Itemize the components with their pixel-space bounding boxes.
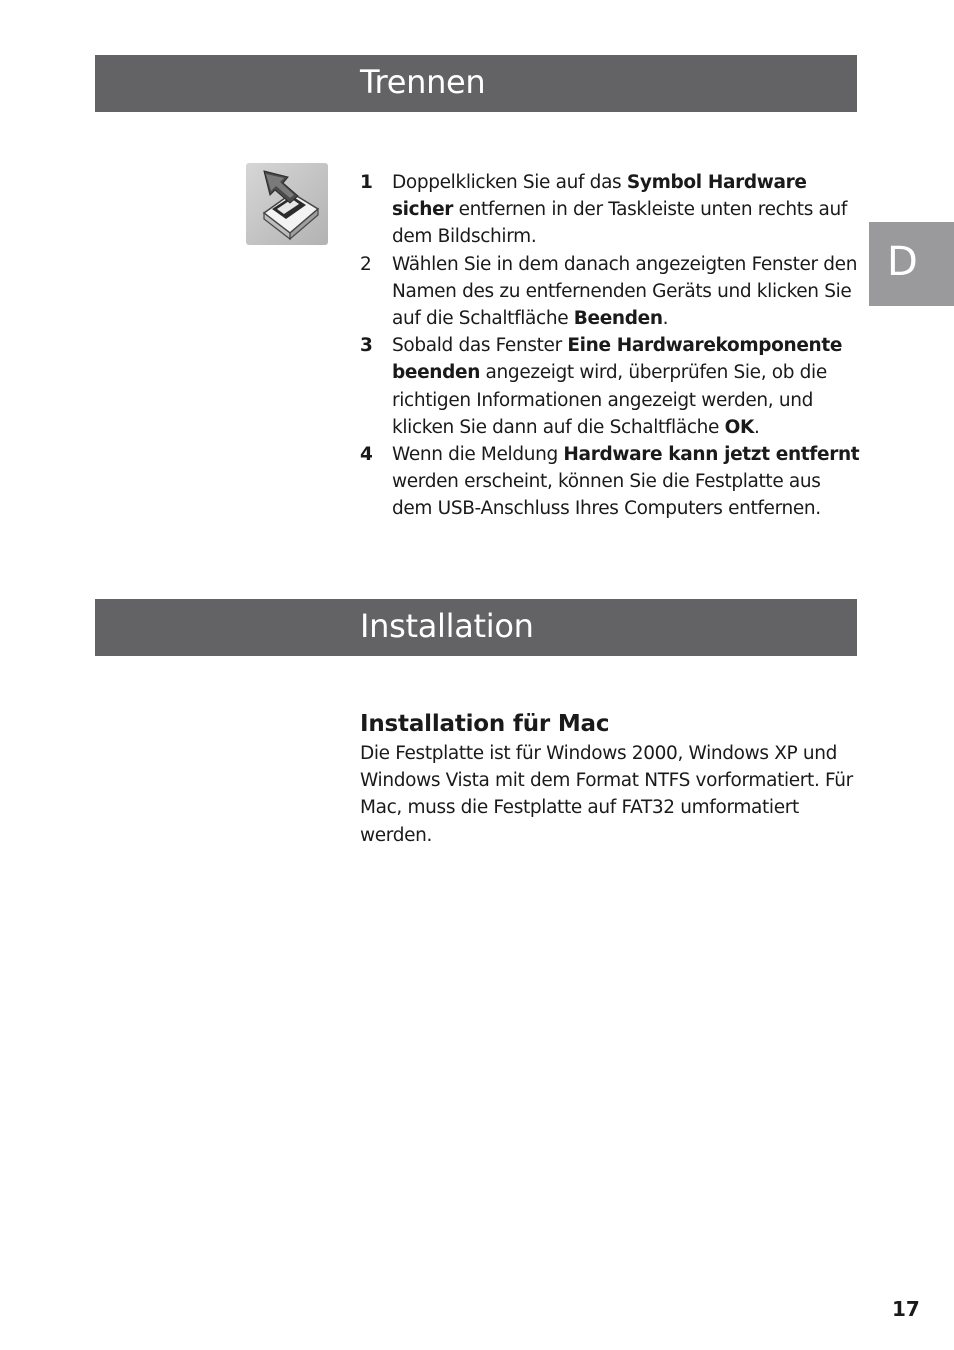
step-text: . [753, 416, 760, 438]
step-emphasis: Beenden [573, 308, 663, 330]
step-text: Sobald das Fenster [392, 335, 568, 357]
step-text: werden erscheint, können Sie die Festplatte aus dem USB-Anschluss Ihres Computers entfernen. [392, 471, 821, 520]
step-emphasis: Hardware kann jetzt entfernt [563, 444, 860, 466]
step-number: 1 [360, 172, 373, 193]
step-emphasis: Eine Hardwarekomponente beenden [392, 335, 843, 384]
step-text: Doppelklicken Sie auf das [392, 172, 627, 193]
step-number: 2 [360, 253, 372, 275]
page-number: 17 [892, 1297, 920, 1321]
subheading-installation-mac: Installation für Mac [360, 711, 610, 737]
section-header-trennen [95, 55, 857, 112]
language-tab-letter: D [887, 239, 918, 285]
step-emphasis: OK [724, 416, 754, 438]
section-title-trennen: Trennen [360, 63, 486, 101]
language-tab [869, 222, 954, 306]
step-number: 4 [360, 444, 373, 466]
removal-steps-list [360, 169, 860, 523]
removal-step-4 [360, 441, 860, 523]
step-text: angezeigt wird, überprüfen Sie, ob die richtigen Informationen angezeigt werden, und klicken Sie dann auf die Schaltfläche [392, 362, 827, 438]
section-header-installation [95, 599, 857, 656]
removal-step-1 [360, 169, 860, 251]
step-text: Wenn die Meldung [392, 444, 564, 466]
removal-step-3 [360, 332, 860, 441]
step-number: 3 [360, 335, 373, 357]
step-emphasis: Symbol Hardware sicher [392, 172, 807, 221]
installation-mac-paragraph: Die Festplatte ist für Windows 2000, Windows XP und Windows Vista mit dem Format NTFS vorformatiert. Für Mac, muss die Festplatte auf FAT32 umformatiert werden. [360, 743, 853, 846]
step-text: . [662, 308, 669, 330]
section-title-installation: Installation [360, 607, 534, 645]
step-text: entfernen in der Taskleiste unten rechts auf dem Bildschirm. [392, 199, 848, 248]
step-text: Wählen Sie in dem danach angezeigten Fenster den Namen des zu entfernenden Geräts und klicken Sie auf die Schaltfläche [392, 253, 858, 330]
safely-remove-hardware-icon [246, 163, 328, 245]
removal-step-2 [360, 251, 860, 333]
